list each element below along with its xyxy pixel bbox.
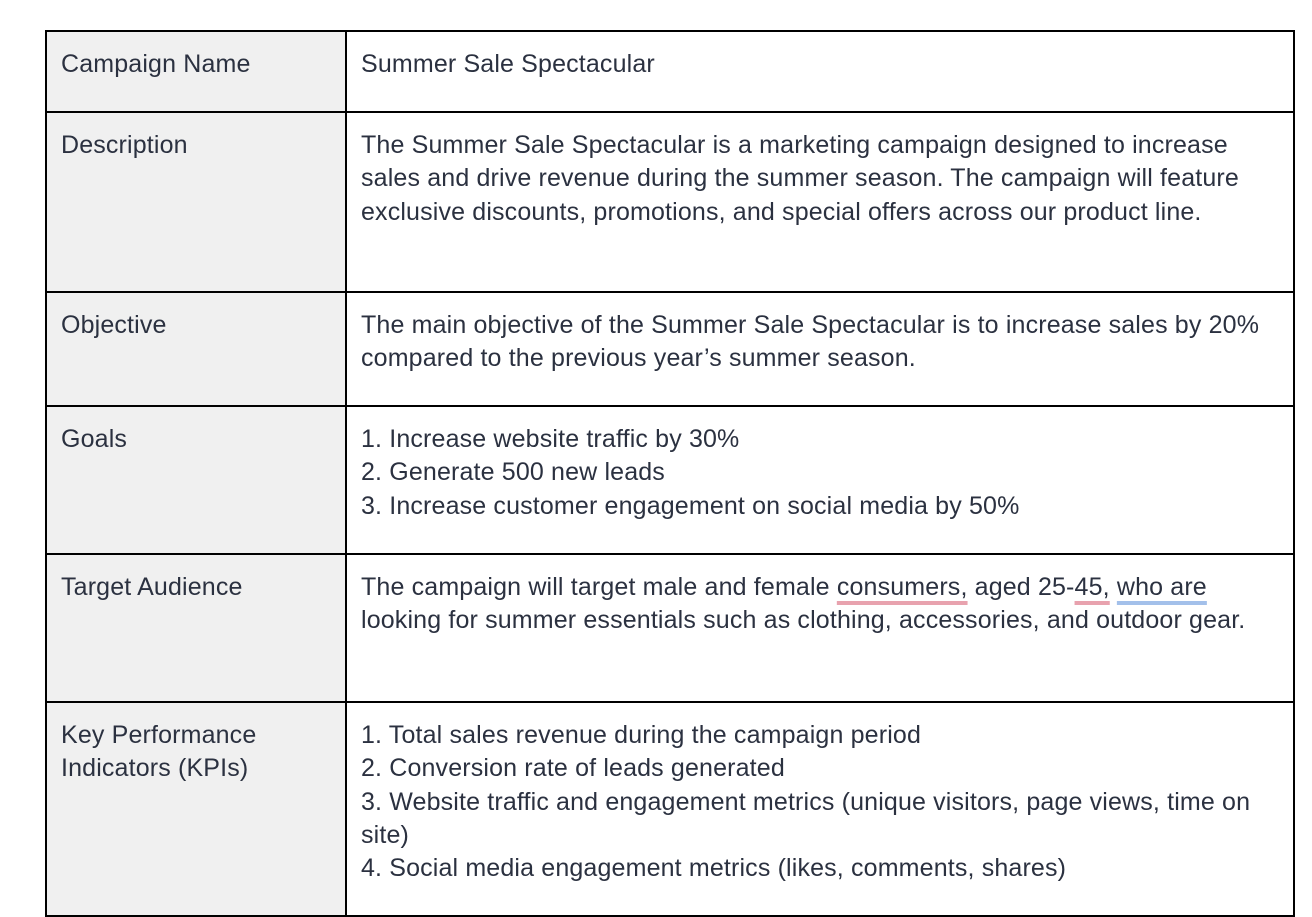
label-description: Description (46, 112, 346, 292)
grammar-flag[interactable]: who are (1116, 573, 1207, 601)
row-description (46, 112, 1294, 292)
spelling-flag[interactable]: 45, (1074, 573, 1110, 601)
row-objective (46, 292, 1294, 406)
value-objective[interactable]: The main objective of the Summer Sale Spectacular is to increase sales by 20% compared to the previous year’s summer season. (346, 292, 1294, 406)
row-kpis (46, 702, 1294, 916)
goal-item: 1. Increase website traffic by 30% (361, 425, 740, 453)
label-objective: Objective (46, 292, 346, 406)
kpi-item: 1. Total sales revenue during the campaign period (361, 721, 922, 749)
campaign-table (45, 30, 1295, 917)
kpi-item: 3. Website traffic and engagement metrics (unique visitors, page views, time on site) (361, 787, 1251, 849)
row-target-audience (46, 554, 1294, 702)
goal-item: 2. Generate 500 new leads (361, 458, 665, 487)
kpi-item: 4. Social media engagement metrics (likes, comments, shares) (361, 854, 1067, 883)
goal-item: 3. Increase customer engagement on social media by 50% (361, 491, 1020, 520)
label-campaign-name: Campaign Name (46, 31, 346, 112)
value-goals[interactable] (346, 406, 1294, 554)
audience-text: The campaign will target male and female (361, 573, 837, 601)
spelling-flag[interactable]: consumers, (836, 573, 968, 601)
audience-text: looking for summer essentials such as clothing, accessories, and outdoor gear. (361, 606, 1246, 635)
row-campaign-name (46, 31, 1294, 112)
label-goals: Goals (46, 406, 346, 554)
value-description[interactable]: The Summer Sale Spectacular is a marketing campaign designed to increase sales and drive revenue during the summer season. The campaign will feature exclusive discounts, promotions, and special offers across our product line. (346, 112, 1294, 292)
label-target-audience: Target Audience (46, 554, 346, 702)
kpi-item: 2. Conversion rate of leads generated (361, 754, 785, 783)
audience-text: aged 25- (967, 573, 1075, 601)
value-target-audience[interactable] (346, 554, 1294, 702)
row-goals (46, 406, 1294, 554)
audience-text (1110, 573, 1117, 601)
label-kpis: Key Performance Indicators (KPIs) (46, 702, 346, 916)
value-kpis[interactable] (346, 702, 1294, 916)
value-campaign-name[interactable]: Summer Sale Spectacular (346, 31, 1294, 112)
